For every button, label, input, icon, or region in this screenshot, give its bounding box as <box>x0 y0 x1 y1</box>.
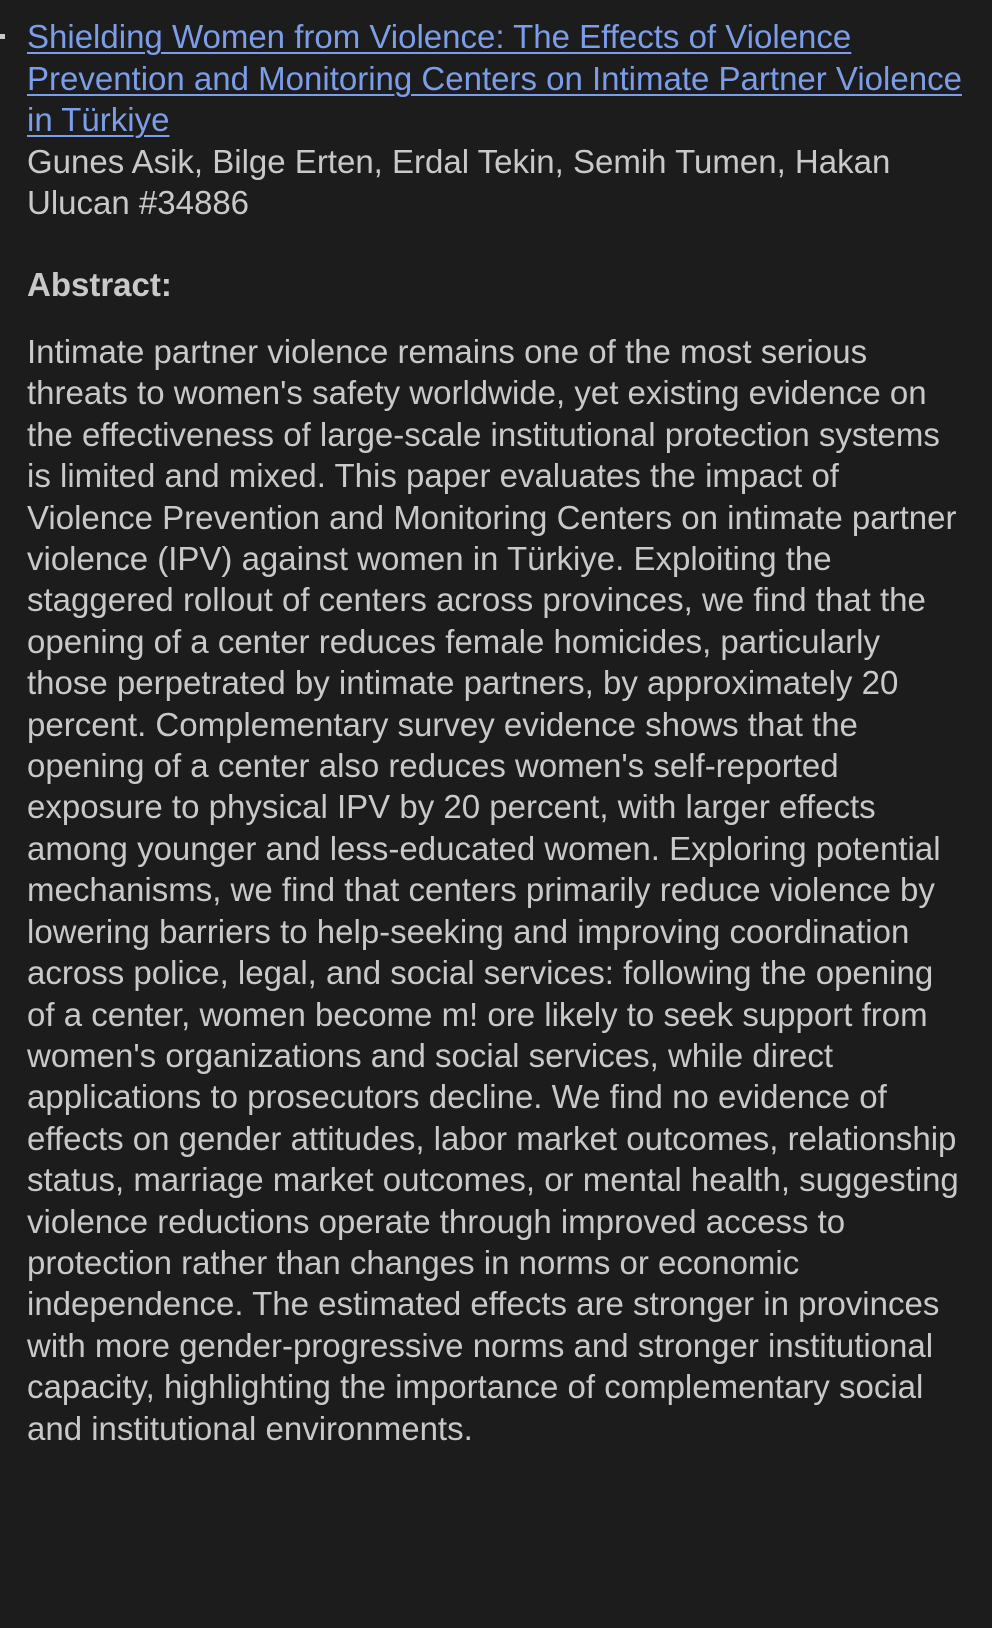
abstract-text: Intimate partner violence remains one of the most serious threats to women's safety worldwide, yet existing evidence on the effectiveness of large-scale institutional protection systems is limited and mixed. This paper evaluates the impact of Violence Prevention and Monitoring Centers on intimate partner violence (IPV) against women in Türkiye. Exploiting the staggered rollout of centers across provinces, we find that the opening of a center reduces female homicides, particularly those perpetrated by intimate partners, by approximately 20 percent. Complementary survey evidence shows that the opening of a center also reduces women's self-reported exposure to physical IPV by 20 percent, with larger effects among younger and less-educated women. Exploring potential mechanisms, we find that centers primarily reduce violence by lowering barriers to help-seeking and improving coordination across police, legal, and social services: following the opening of a center, women become m! ore likely to seek support from women's organizations and social services, while direct applications to prosecutors decline. We find no evidence of effects on gender attitudes, labor market outcomes, relationship status, marriage market outcomes, or mental health, suggesting violence reductions operate through improved access to protection rather than changes in norms or economic independence. The estimated effects are stronger in provinces with more gender-progressive norms and stronger institutional capacity, highlighting the importance of complementary social and institutional environments. <box>27 333 959 1447</box>
list-bullet <box>0 34 5 39</box>
paper-id: #34886 <box>138 184 250 221</box>
paper-authors: Gunes Asik, Bilge Erten, Erdal Tekin, Semih Tumen, Hakan Ulucan <box>27 142 891 221</box>
paper-title-link[interactable]: Shielding Women from Violence: The Effects of Violence Prevention and Monitoring Centers on Intimate Partner Violence in Türkiye <box>27 18 962 138</box>
abstract-heading: Abstract: <box>27 265 172 303</box>
paper-meta <box>27 141 962 224</box>
